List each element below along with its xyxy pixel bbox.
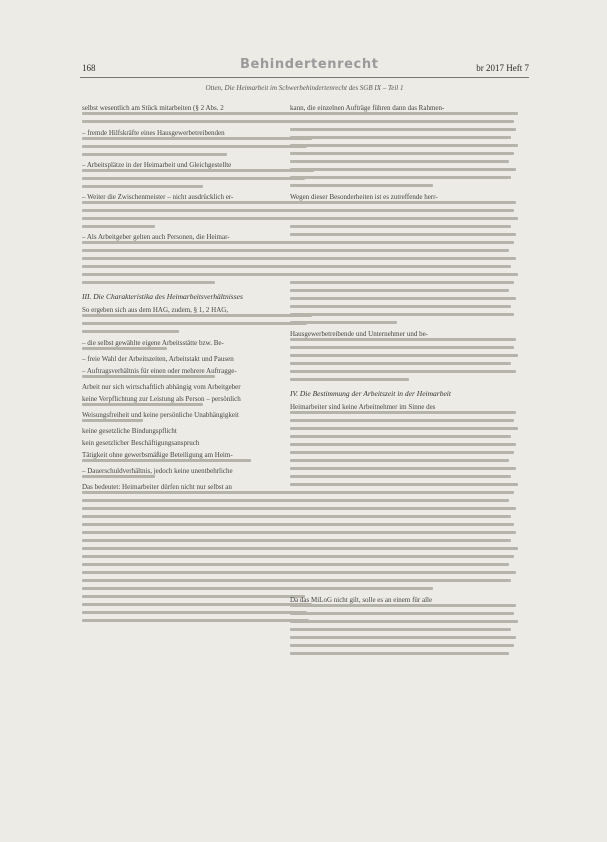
list-item-text: – Weiter die Zwischenmeister – nicht ausdrücklich er- [82, 193, 234, 201]
journal-logo: Behindertenrecht [240, 57, 379, 72]
list-item-text: Arbeit nur sich wirtschaftlich abhängig vom Arbeitgeber [82, 383, 241, 391]
paragraph [290, 193, 528, 324]
list-item [82, 161, 324, 188]
list-item [82, 451, 324, 462]
page-number: 168 [82, 63, 96, 73]
left-column [82, 104, 324, 628]
paragraph-text: selbst wesentlich am Stück mitarbeiten (§ 2 Abs. 2 [82, 104, 224, 112]
list-item-text: Tätigkeit ohne gewerbsmäßige Beteiligung am Heim- [82, 451, 233, 459]
paragraph [290, 403, 528, 590]
header-rule [80, 77, 529, 78]
list-item [82, 193, 324, 228]
list-item [82, 467, 324, 478]
list-item-text: kein gesetzlicher Beschäftigungsanspruch [82, 439, 200, 447]
paragraph-text: Wegen dieser Besonderheiten ist es zutreffende herr- [290, 193, 438, 201]
list-item [82, 411, 324, 422]
list-item-text: – Auftragsverhältnis für einen oder mehrere Auftragge- [82, 367, 237, 375]
list-item-text: keine Verpflichtung zur Leistung als Person – persönlich [82, 395, 241, 403]
paragraph-text: Das bedeutet: Heimarbeiter dürfen nicht nur selbst an [82, 483, 232, 491]
list-item-text: Weisungsfreiheit und keine persönliche Unabhängigkeit [82, 411, 239, 419]
right-column [290, 104, 528, 661]
paragraph [82, 483, 324, 622]
list-item [82, 233, 324, 284]
list-item [82, 339, 324, 350]
list-item [82, 439, 324, 447]
list-item [82, 367, 324, 378]
paragraph-text: Heimarbeiter sind keine Arbeitnehmer im Sinne des [290, 403, 436, 411]
list-item-text: – Arbeitsplätze in der Heimarbeit und Gleichgestellte [82, 161, 232, 169]
list-item [82, 383, 324, 391]
list-item-text: – freie Wahl der Arbeitszeiten, Arbeitstakt und Pausen [82, 355, 234, 363]
list-item [82, 427, 324, 435]
section-heading: IV. Die Bestimmung der Arbeitszeit in der Heimarbeit [290, 389, 451, 398]
paragraph [82, 306, 324, 333]
paragraph [290, 596, 528, 655]
paragraph-text: So ergeben sich aus dem HAG, zudem, § 1, 2 HAG, [82, 306, 229, 314]
list-item-text: – Dauerschuldverhältnis, jedoch keine unentbehrliche [82, 467, 233, 475]
list-item-text: keine gesetzliche Bindungspflicht [82, 427, 177, 435]
list-item [82, 129, 324, 156]
paragraph-text: Hausgewerbetreibende und Unternehmer und be- [290, 330, 429, 338]
section-heading: III. Die Charakteristika des Heimarbeitsverhältnisses [82, 292, 243, 301]
paragraph-text: kann, die einzelnen Aufträge führen dann das Rahmen- [290, 104, 445, 112]
list-item-text: – fremde Hilfskräfte eines Hausgewerbetreibenden [82, 129, 225, 137]
list-item-text: – Als Arbeitgeber gelten auch Personen, die Heimar- [82, 233, 230, 241]
running-head: Otten, Die Heimarbeit im Schwerbehindertenrecht des SGB IX – Teil 1 [205, 84, 404, 92]
list-item-text: – die selbst gewählte eigene Arbeitsstätte bzw. Be- [82, 339, 224, 347]
list-item [82, 395, 324, 406]
list-item [82, 355, 324, 363]
issue-label: br 2017 Heft 7 [476, 63, 529, 73]
paragraph-text: Da das MiLoG nicht gilt, solle es an einem für alle [290, 596, 433, 604]
paragraph [290, 330, 528, 381]
paragraph [82, 104, 324, 123]
paragraph [290, 104, 528, 187]
